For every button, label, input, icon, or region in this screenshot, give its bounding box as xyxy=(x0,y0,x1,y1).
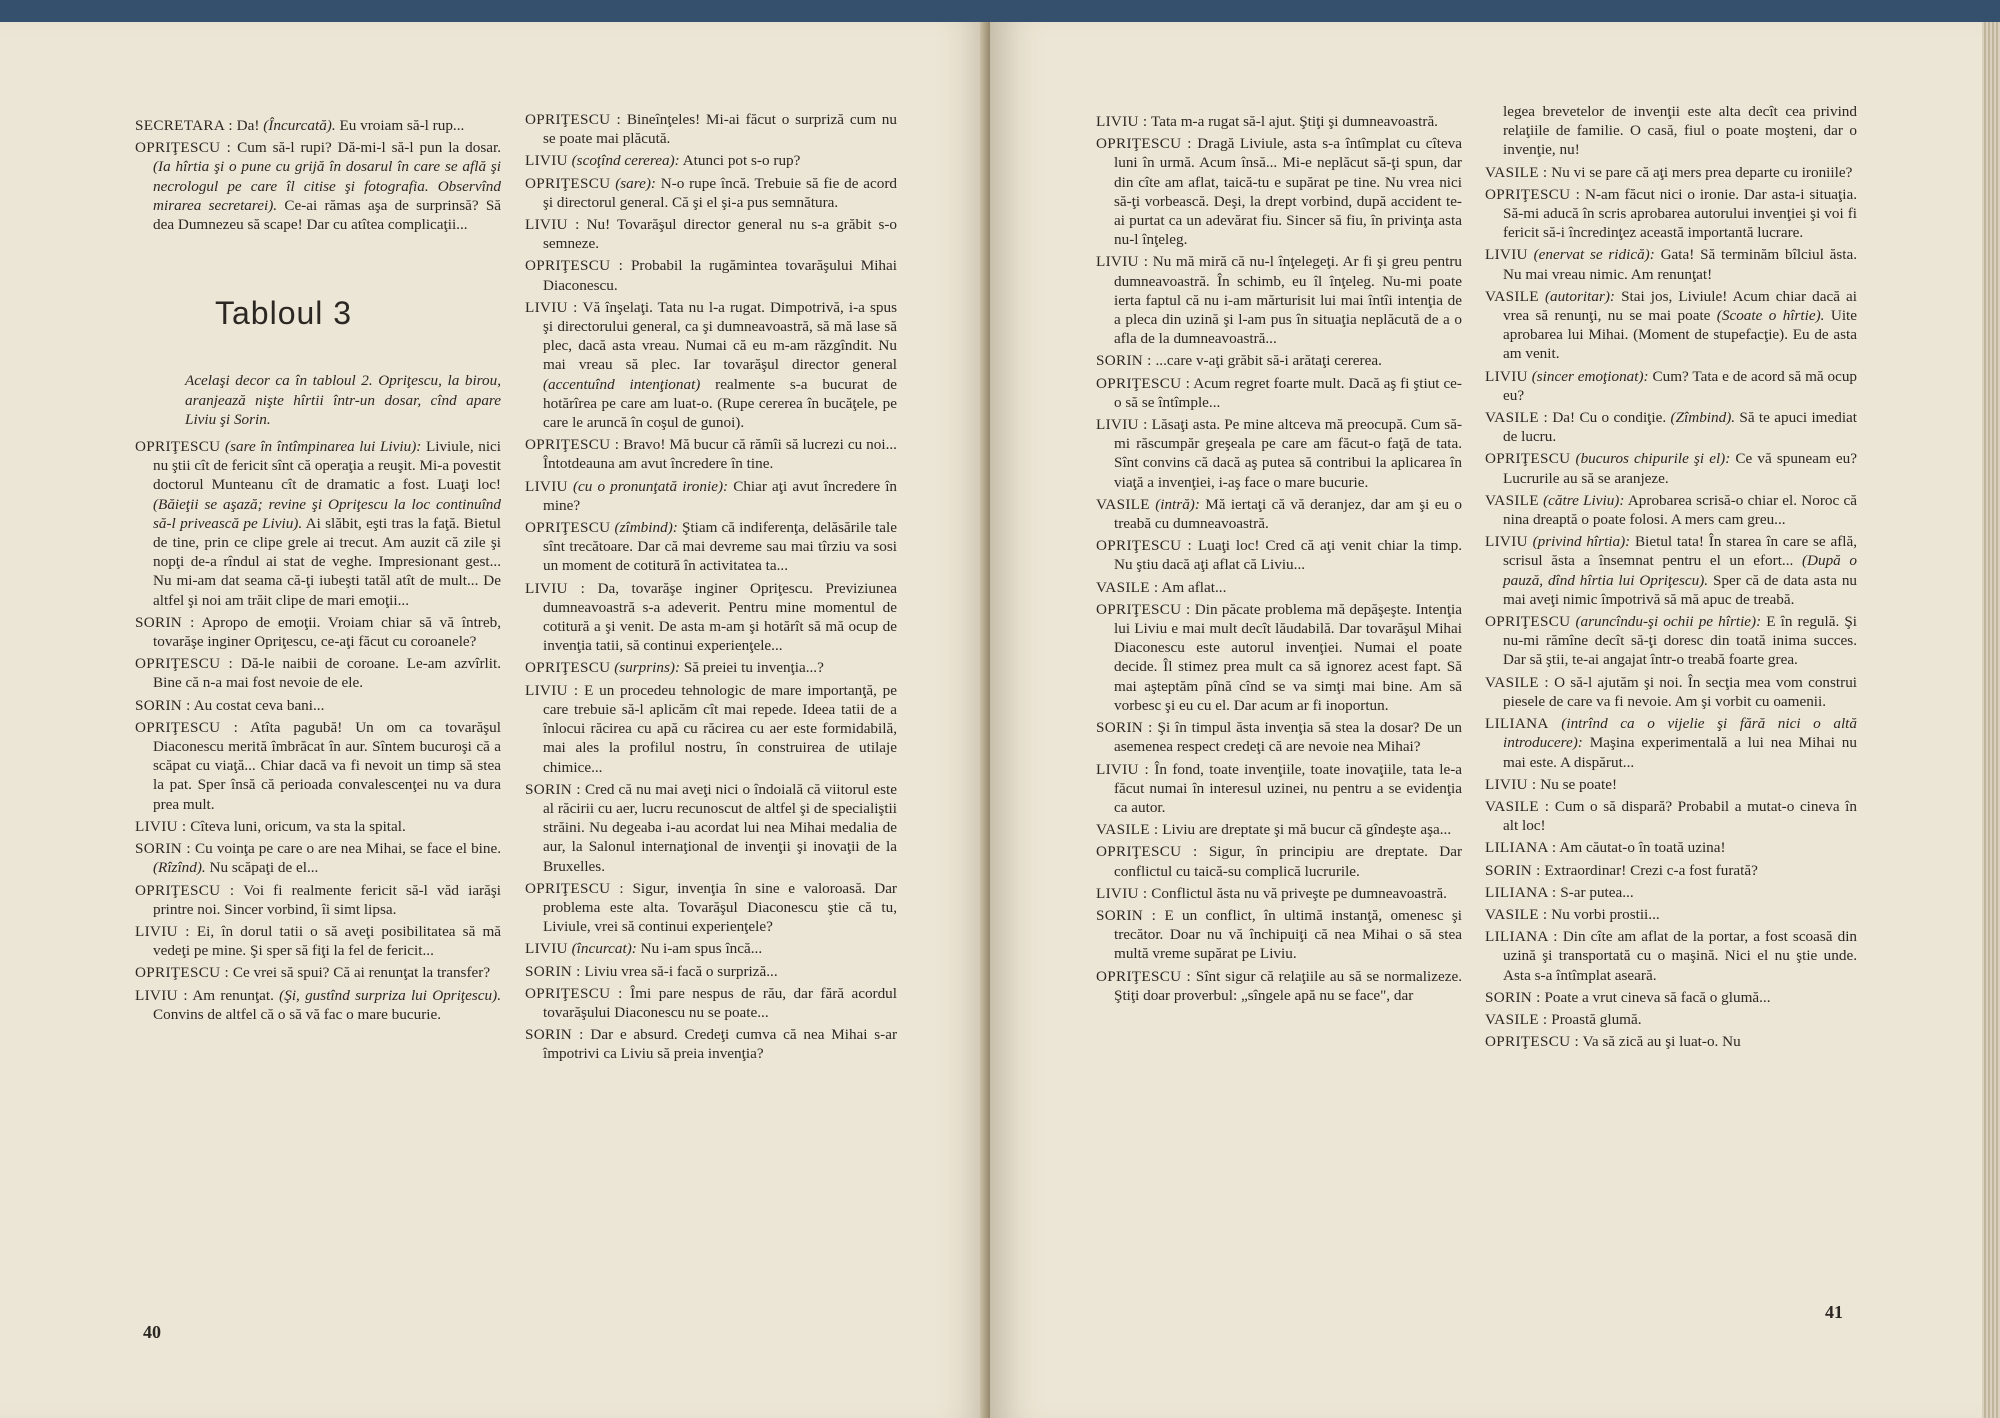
stage-direction: Acelaşi decor ca în tabloul 2. Opriţescu, la birou, aranjează nişte hîrtii într-un dosar, cînd apare Liviu şi Sorin. xyxy=(185,372,501,428)
dialogue-text: Liviu are dreptate şi mă bucur că gîndeşte aşa... xyxy=(1162,821,1452,839)
dialogue-text: Apropo de emoţii. Vroiam chiar să vă întreb, tovarăşe inginer Opriţescu, ce-aţi făcut cu coroanele? xyxy=(153,613,501,651)
dialogue-text: Eu vroiam să-l rup... xyxy=(339,117,465,134)
dialogue-text: Cu voinţa pe care o are nea Mihai, se face el bine. xyxy=(195,840,502,858)
dialogue-line xyxy=(1485,491,1857,529)
dialogue-line xyxy=(1485,245,1857,283)
speaker-name: OPRIŢESCU : xyxy=(135,655,234,673)
dialogue-text: Atunci pot s-o rup? xyxy=(682,152,801,170)
speaker-name: SECRETARA : xyxy=(135,117,233,134)
speaker-name: VASILE : xyxy=(1485,163,1548,181)
speaker-name: LIVIU : xyxy=(525,681,579,699)
dialogue-line xyxy=(1485,673,1857,711)
dialogue-text: Am aflat... xyxy=(1161,578,1227,596)
dialogue-text: Conflictul ăsta nu vă priveşte pe dumneavoastră. xyxy=(1151,884,1447,902)
dialogue-text: Nu mă miră că nu-l înţelegeţi. Ar fi şi greu pentru dumneavoastră. În schimb, eu îl înţeleg. Nu-mi poate ierta faptul că nu i-am mărturisit lui mai întîi intenţia de a pleca din uzină şi l-am pus în situaţia neplăcută de a o afla de la dumneavoastră... xyxy=(1114,253,1463,348)
speaker-name: OPRIŢESCU : xyxy=(1096,600,1191,618)
speaker-name: LIVIU : xyxy=(1096,416,1148,434)
speaker-name: LIVIU xyxy=(525,152,568,170)
dialogue-text: Proastă glumă. xyxy=(1551,1010,1642,1028)
speaker-name: SORIN : xyxy=(525,1026,584,1044)
dialogue-text: Poate a vrut cineva să facă o glumă... xyxy=(1544,988,1771,1006)
dialogue-line xyxy=(1096,906,1462,964)
speaker-name: SORIN : xyxy=(525,780,581,798)
dialogue-line xyxy=(525,939,897,958)
dialogue-line xyxy=(1485,883,1857,902)
speaker-name: OPRIŢESCU : xyxy=(1096,843,1198,861)
speaker-name: LIVIU xyxy=(1485,367,1528,385)
dialogue-text: S-ar putea... xyxy=(1560,883,1634,901)
speaker-name: VASILE : xyxy=(1485,797,1550,815)
dialogue-line xyxy=(135,922,501,960)
dialogue-text: E un conflict, în ultimă instanţă, omenesc şi trecător. Doar nu vă închipuiţi că nea Mihai o să stea multă vreme supărat pe Liviu. xyxy=(1114,906,1462,963)
dialogue-line xyxy=(525,879,897,937)
dialogue-text: Nu! Tovarăşul director general nu s-a grăbit s-o semneze. xyxy=(543,216,898,253)
dialogue-line xyxy=(1096,600,1462,715)
speaker-name: OPRIŢESCU xyxy=(1485,450,1571,468)
dialogue-text: Mă iertaţi că vă deranjez, dar am şi eu o treabă cu dumneavoastră. xyxy=(1114,495,1463,533)
speaker-name: OPRIŢESCU xyxy=(525,659,611,677)
dialogue-line xyxy=(1485,714,1857,772)
speaker-name: OPRIŢESCU : xyxy=(525,879,624,897)
dialogue-line xyxy=(1096,112,1462,131)
right-page-column-2 xyxy=(1485,102,1857,1054)
speaker-name: LIVIU : xyxy=(525,579,586,597)
dialogue-line xyxy=(1485,797,1857,835)
dialogue-text: Şi în timpul ăsta invenţia să stea la dosar? De un asemenea respect credeţi că are nevoie nea Mihai? xyxy=(1114,719,1463,756)
dialogue-line xyxy=(525,984,897,1022)
dialogue-text: N-am făcut nici o ironie. Dar asta-i situaţia. Să-mi aducă în scris aprobarea autorului invenţiei şi voi fi fericit să-i încredinţez această importantă lucrare. xyxy=(1503,185,1858,242)
dialogue-line xyxy=(1096,536,1462,574)
dialogue-text: Am căutat-o în toată uzina! xyxy=(1559,839,1726,857)
dialogue-line xyxy=(525,174,897,212)
dialogue-text: Nu vorbi prostii... xyxy=(1551,905,1660,923)
stage-direction-inline: (enervat se ridică): xyxy=(1533,246,1655,264)
speaker-name: OPRIŢESCU : xyxy=(135,139,232,157)
dialogue-text: Îmi pare nespus de rău, dar fără acordul tovarăşului Diaconescu nu se poate... xyxy=(543,984,897,1021)
dialogue-text: Cum? Tata e de acord să mă ocup eu? xyxy=(1503,367,1858,404)
dialogue-line xyxy=(1096,374,1462,412)
dialogue-text: Bietul tata! În starea în care se află, scrisul ăsta a însemnat pentru el un efort... xyxy=(1503,533,1858,570)
speaker-name: LIVIU : xyxy=(1096,253,1149,271)
dialogue-text: Cum să-l rupi? Dă-mi-l să-l pun la dosar. xyxy=(237,139,501,157)
speaker-name: SORIN : xyxy=(135,840,191,858)
dialogue-line xyxy=(135,718,501,814)
speaker-name: SORIN : xyxy=(1485,988,1541,1006)
dialogue-text: O să-l ajutăm şi noi. În secţia mea vom construi piesele de care va fi nevoie. Am şi vorbit cu oamenii. xyxy=(1503,673,1858,710)
dialogue-text: Liviule, nici nu ştii cît de fericit sînt că operaţia a reuşit. Mi-a povestit doctorul Munteanu cît de dramatic a fost. Luaţi loc! xyxy=(153,438,502,494)
dialogue-text: Atîta pagubă! Un om ca tovarăşul Diaconescu merită îmbrăcat în aur. Sîntem bucuroşi că a scăpat cu viaţă... Chiar dacă va fi nevoit un timp să stea la pat. Sper însă că perioada convalescenţei nu va dura prea mult. xyxy=(153,718,501,813)
speaker-name: VASILE xyxy=(1096,495,1150,513)
dialogue-text: Din păcate problema mă depăşeşte. Intenţia lui Liviu e mai mult decît lăudabilă. Dar tovarăşul Mihai Diaconescu este autorul invenţiei. Numai el poate decide. Îl stimez prea mult ca să ignorez acest fapt. Să mai aşteptăm pînă cînd se va simţi mai bine. Am să vorbesc şi eu cu el. Dar acum ar fi inoportun. xyxy=(1114,600,1462,714)
speaker-name: VASILE : xyxy=(1485,409,1548,427)
speaker-name: OPRIŢESCU : xyxy=(1096,135,1192,153)
speaker-name: LIVIU : xyxy=(525,216,580,234)
speaker-name: LIVIU : xyxy=(1096,884,1148,902)
speaker-name: LIVIU : xyxy=(135,922,190,940)
dialogue-line xyxy=(135,696,501,715)
dialogue-text: Dragă Liviule, asta s-a întîmplat cu cîteva luni în urmă. Acum însă... Mi-e neplăcut să-ţi spun, dar din cîte am aflat, taică-tu e supărat pe tine. Nu vrea nici să-ţi vorbească. Deşi, la drept vorbind, după accident te-ai purtat ca un adevărat fiu. Sincer să fiu, în privinţa asta nu-l înţeleg. xyxy=(1114,135,1462,249)
speaker-name: LILIANA : xyxy=(1485,883,1557,901)
dialogue-text: Probabil la rugămintea tovarăşului Mihai Diaconescu. xyxy=(543,257,897,294)
dialogue-text: Nu i-am spus încă... xyxy=(640,940,763,958)
dialogue-text: E un procedeu tehnologic de mare importanţă, pe care trebuie să-l aplicăm cît mai repede. Ideea tatii de a înlocui răcirea cu apă cu răcirea cu aer este formidabilă, mai ales la profilul nostru, în construirea de utilaje chimice... xyxy=(543,681,898,776)
dialogue-line xyxy=(1096,495,1462,533)
speaker-name: OPRIŢESCU : xyxy=(525,984,623,1002)
left-page xyxy=(0,22,990,1418)
dialogue-line xyxy=(135,839,501,877)
stage-direction-inline: (cu o pronunţată ironie): xyxy=(572,477,729,495)
right-page xyxy=(990,22,1982,1418)
speaker-name: VASILE xyxy=(1485,491,1539,509)
speaker-name: VASILE : xyxy=(1096,821,1159,839)
dialogue-line xyxy=(135,138,501,234)
page-number-left: 40 xyxy=(143,1322,161,1342)
dialogue-text: ...care v-aţi grăbit să-i arătaţi cererea. xyxy=(1155,352,1382,370)
dialogue-text: Cum o să dispară? Probabil a mutat-o cineva în alt loc! xyxy=(1503,797,1857,835)
dialogue-text: Lăsaţi asta. Pe mine altceva mă preocupă. Cum să-mi răscumpăr greşeala pe care am făcut-o faţă de tata. Sînt convins că dacă aş putea să contribui la aplicarea în viaţă a invenţiei, i-aş face o mare bucurie. xyxy=(1114,416,1463,491)
speaker-name: OPRIŢESCU xyxy=(1485,613,1571,631)
stage-direction-inline: (surprins): xyxy=(614,659,681,677)
dialogue-line xyxy=(525,962,897,981)
dialogue-text: N-o rupe încă. Trebuie să fie de acord şi directorul general. Că şi el şi-a pus semnătura. xyxy=(543,174,898,211)
stage-direction-inline: (Scoate o hîrtie). xyxy=(1716,307,1825,325)
dialogue-text: Sigur, în principiu are dreptate. Dar conflictul cu taică-su complică lucrurile. xyxy=(1114,843,1462,880)
left-page-column-2 xyxy=(525,110,897,1067)
stage-direction-inline: (Ia hîrtia şi o pune cu grijă în dosarul în care se află şi necrologul pe care îl citise şi fotografia. Observînd mirarea secretarei). xyxy=(153,158,501,214)
dialogue-text: Ai slăbit, eşti tras la faţă. Bietul de tine, prin ce clipe grele ai trecut. Am auzit că zile şi nopţi de-a rîndul ai stat de veghe. Impresionant gest... Nu mi-am dat seama că-ţi iubeşti tatăl atît de mult... De altfel şi noi am trăit clipe de mari emoţii... xyxy=(153,514,501,609)
dialogue-text: Din cîte am aflat de la portar, a fost scoasă din uzină şi transportată cu o maşină. Nici el nu ştie unde. Asta s-a întîmplat aseară. xyxy=(1503,928,1858,984)
speaker-name: OPRIŢESCU : xyxy=(1485,1033,1580,1051)
dialogue-line xyxy=(1096,578,1462,597)
dialogue-line xyxy=(1096,820,1462,839)
dialogue-text: Bineînţeles! Mi-ai făcut o surpriză cum nu se poate mai plăcută. xyxy=(543,111,897,148)
dialogue-line xyxy=(525,215,897,253)
speaker-name: OPRIŢESCU xyxy=(525,519,611,537)
dialogue-text: Vă înşelaţi. Tata nu l-a rugat. Dimpotrivă, i-a spus şi directorului general, ca şi dumneavoastră, să mă lase să plec, dacă asta vreau. Numai că eu m-am răzgîndit. Nu mai vreau să plec. Iar tovarăşul director general xyxy=(543,298,897,374)
speaker-name: LIVIU xyxy=(1485,533,1528,551)
dialogue-line xyxy=(1096,884,1462,903)
speaker-name: OPRIŢESCU : xyxy=(135,964,230,982)
dialogue-line xyxy=(1485,532,1857,609)
dialogue-line xyxy=(1485,287,1857,364)
speaker-name: OPRIŢESCU xyxy=(525,174,611,192)
dialogue-text: Tata m-a rugat să-l ajut. Ştiţi şi dumneavoastră. xyxy=(1150,113,1438,130)
dialogue-text: Au costat ceva bani... xyxy=(193,696,325,714)
dialogue-text: legea brevetelor de invenţii este alta decît cea privind relaţiile de familie. O casă, fiul o poate moşteni, dar o invenţie, nu! xyxy=(1503,103,1857,159)
dialogue-text: Aprobarea scrisă-o chiar el. Noroc că nina dreaptă o poate folosi. A mers cam greu... xyxy=(1503,491,1857,529)
stage-direction-inline: (După o pauză, dînd hîrtia lui Opriţescu). xyxy=(1503,552,1857,589)
dialogue-line xyxy=(525,477,897,515)
dialogue-line xyxy=(1485,163,1857,182)
dialogue-text: Ce vrei să spui? Că ai renunţat la transfer? xyxy=(232,964,491,982)
speaker-name: LIVIU : xyxy=(525,298,578,316)
dialogue-line xyxy=(525,151,897,170)
dialogue-text: Convins de altfel că o să vă fac o mare bucurie. xyxy=(153,1005,442,1023)
stage-direction-inline: (Şi, gustînd surpriza lui Opriţescu). xyxy=(279,986,501,1004)
dialogue-text: E în regulă. Şi nu-mi rămîne decît să-ţi doresc din toată inima succes. Dar să ştii, te-ai angajat într-o treabă foarte grea. xyxy=(1503,613,1858,669)
speaker-name: SORIN : xyxy=(135,613,195,631)
dialogue-text: Ştiam că indiferenţa, delăsările tale sînt trecătoare. Dar că mai devreme sau mai tîrziu va sosi un moment de cotitură în activitatea ta... xyxy=(543,519,898,575)
dialogue-text: Sigur, invenţia în sine e valoroasă. Dar problema este alta. Tovarăşul Diaconescu ştie că tu, Liviule, vrei să continui experienţele? xyxy=(543,879,897,936)
dialogue-line xyxy=(1485,927,1857,985)
dialogue-text: Dar e absurd. Credeţi cumva că nea Mihai s-ar împotrivi ca Liviu să preia invenţia? xyxy=(543,1026,898,1063)
dialogue-text: Ce-ai rămas aşa de surprinsă? Să dea Dumnezeu să scape! Dar cu atîtea complicaţii... xyxy=(153,196,502,234)
stage-direction-inline: (Băieţii se aşază; revine şi Opriţescu la loc continuînd să-l privească pe Liviu). xyxy=(153,495,501,532)
dialogue-line xyxy=(1485,449,1857,487)
dialogue-line xyxy=(1096,718,1462,756)
stage-direction-inline: (privind hîrtia): xyxy=(1532,533,1631,551)
speaker-name: SORIN : xyxy=(1485,861,1541,879)
page-edges xyxy=(1982,22,2000,1418)
dialogue-text: Sper că de data asta nu mai aveţi nimic împotrivă să mă apuc de treabă. xyxy=(1503,571,1858,608)
speaker-name: LILIANA : xyxy=(1485,839,1557,857)
dialogue-line xyxy=(1485,612,1857,670)
dialogue-line xyxy=(1096,415,1462,492)
dialogue-text: Nu se poate! xyxy=(1540,775,1618,793)
dialogue-line xyxy=(525,518,897,576)
dialogue-text: Chiar aţi avut încredere în mine? xyxy=(543,477,898,514)
speaker-name: LIVIU : xyxy=(1096,760,1149,778)
dialogue-line xyxy=(525,1025,897,1063)
dialogue-text: Extraordinar! Crezi c-a fost furată? xyxy=(1544,861,1758,879)
stage-direction-inline: (către Liviu): xyxy=(1543,491,1625,509)
dialogue-line xyxy=(525,681,897,777)
speaker-name: LIVIU : xyxy=(135,817,187,835)
speaker-name: OPRIŢESCU : xyxy=(525,257,624,275)
dialogue-line xyxy=(1485,1032,1857,1051)
stage-direction-inline: (scoţînd cererea): xyxy=(571,152,680,170)
dialogue-text: Va să zică au şi luat-o. Nu xyxy=(1582,1033,1741,1051)
stage-direction-inline: (sare): xyxy=(615,174,656,192)
dialogue-line xyxy=(1096,842,1462,880)
dialogue-text: Luaţi loc! Cred că aţi venit chiar la timp. Nu ştiu dacă aţi aflat că Liviu... xyxy=(1114,537,1462,574)
stage-direction-inline: (autoritar): xyxy=(1544,287,1615,305)
speaker-name: VASILE : xyxy=(1485,905,1548,923)
dialogue-line xyxy=(1096,252,1462,348)
dialogue-text: Da, tovarăşe inginer Opriţescu. Previziunea dumneavoastră s-a adeverit. Pentru mine momentul de cotitură a şi venit. De asta m-am şi hotărît să mă ocup de invenţia tatii, să continui experienţele... xyxy=(543,579,898,655)
dialogue-text: Voi fi realmente fericit să-l văd iarăşi printre noi. Sincer vorbind, îi simt lipsa. xyxy=(153,881,501,918)
speaker-name: VASILE xyxy=(1485,287,1539,305)
dialogue-text: Ce vă spuneam eu? Lucrurile au să se aranjeze. xyxy=(1503,450,1858,487)
speaker-name: LILIANA xyxy=(1485,715,1549,733)
dialogue-text: Cîteva luni, oricum, va sta la spital. xyxy=(190,817,406,835)
dialogue-text: Uite aprobarea lui Mihai. (Moment de stupefacţie). Eu de asta am venit. xyxy=(1503,307,1858,363)
dialogue-line xyxy=(1485,185,1857,243)
dialogue-text: Stai jos, Liviule! Acum chiar dacă ai vrea să renunţi, nu se mai poate xyxy=(1503,287,1858,325)
dialogue-line xyxy=(525,658,897,677)
speaker-name: LIVIU xyxy=(1485,246,1528,264)
dialogue-line xyxy=(525,435,897,473)
speaker-name: OPRIŢESCU : xyxy=(135,881,235,899)
speaker-name: VASILE : xyxy=(1485,1010,1548,1028)
dialogue-line xyxy=(1096,967,1462,1005)
speaker-name: VASILE : xyxy=(1485,673,1549,691)
speaker-name: LIVIU xyxy=(525,477,568,495)
stage-direction-inline: (zîmbind): xyxy=(614,519,678,537)
dialogue-text: Maşina experimentală a lui nea Mihai nu mai este. A dispărut... xyxy=(1503,734,1857,771)
stage-direction-inline: (intră): xyxy=(1155,495,1200,513)
dialogue-text: Da! xyxy=(236,117,260,134)
dialogue-line xyxy=(135,116,501,135)
dialogue-line xyxy=(135,613,501,651)
dialogue-line xyxy=(135,963,501,982)
stage-direction-inline: (Încurcată). xyxy=(263,117,336,134)
dialogue-line xyxy=(1485,102,1857,160)
dialogue-text: În fond, toate invenţiile, toate inovaţiile, tata le-a făcut numai în interesul uzinei, nu pentru a se evidenţia ca autor. xyxy=(1114,760,1462,816)
speaker-name: OPRIŢESCU : xyxy=(525,111,622,128)
book-cover-top xyxy=(0,0,2000,22)
dialogue-line xyxy=(1485,367,1857,405)
dialogue-text: Gata! Să terminăm bîlciul ăsta. Nu mai vreau nimic. Am renunţat! xyxy=(1503,246,1857,283)
speaker-name: LILIANA : xyxy=(1485,928,1558,946)
speaker-name: SORIN : xyxy=(1096,352,1152,370)
stage-direction-inline: (sincer emoţionat): xyxy=(1531,367,1649,385)
dialogue-line xyxy=(135,986,501,1024)
stage-direction-inline: (încurcat): xyxy=(571,940,637,958)
left-page-column-1 xyxy=(135,116,501,1027)
dialogue-text: Cred că nu mai aveţi nici o îndoială că viitorul este al răcirii cu aer, lucru recunoscut de altfel şi de specialiştii străini. Nu degeaba i-au acordat lui nea Mihai medalia de aur, la Salonul internaţional de invenţii şi inovaţii de la Bruxelles. xyxy=(543,780,897,875)
speaker-name: OPRIŢESCU : xyxy=(1096,967,1192,985)
dialogue-text: Să te apuci imediat de lucru. xyxy=(1503,409,1858,446)
speaker-name: LIVIU : xyxy=(1096,113,1148,130)
right-page-column-1 xyxy=(1096,112,1462,1008)
speaker-name: LIVIU xyxy=(525,940,568,958)
dialogue-line xyxy=(1485,861,1857,880)
dialogue-line xyxy=(525,110,897,148)
dialogue-text: Liviu vrea să-i facă o surpriză... xyxy=(584,962,778,980)
dialogue-line xyxy=(135,437,501,610)
speaker-name: OPRIŢESCU : xyxy=(1485,185,1581,203)
stage-direction-inline: (sare în întîmpinarea lui Liviu): xyxy=(225,438,422,456)
dialogue-line xyxy=(525,579,897,656)
dialogue-text: realmente s-a bucurat de hotărîrea pe care am luat-o. (Rupe cererea în bucăţele, pe care le aruncă în coşul de gunoi). xyxy=(543,375,897,432)
stage-direction-inline: (aruncîndu-şi ochii pe hîrtie): xyxy=(1575,613,1762,631)
dialogue-line xyxy=(1096,134,1462,249)
speaker-name: SORIN : xyxy=(1096,719,1153,737)
stage-direction-inline: (Rîzînd). xyxy=(153,859,206,877)
stage-direction-inline: (accentuînd intenţionat) xyxy=(543,375,701,393)
dialogue-text: Sînt sigur că relaţiile au să se normalizeze. Ştiţi doar proverbul: „sîngele apă nu se face", dar xyxy=(1114,967,1462,1004)
dialogue-line xyxy=(1485,1010,1857,1029)
dialogue-line xyxy=(525,780,897,876)
speaker-name: OPRIŢESCU : xyxy=(525,436,620,454)
speaker-name: OPRIŢESCU xyxy=(135,438,221,456)
dialogue-text: Dă-le naibii de coroane. Le-am azvîrlit. Bine că n-a mai fost nevoie de ele. xyxy=(153,655,502,692)
dialogue-line xyxy=(1096,351,1462,370)
dialogue-text: Da! Cu o condiţie. xyxy=(1552,409,1667,427)
dialogue-text: Acum regret foarte mult. Dacă aş fi ştiut ce-o să se întîmple... xyxy=(1114,374,1462,411)
speaker-name: LIVIU : xyxy=(1485,775,1537,793)
tablou-title: Tabloul 3 xyxy=(215,295,353,332)
dialogue-text: Nu vi se pare că aţi mers prea departe cu ironiile? xyxy=(1551,163,1853,181)
stage-direction-inline: (bucuros chipurile şi el): xyxy=(1575,450,1731,468)
dialogue-text: Ei, în dorul tatii o să aveţi posibilitatea să mă vedeţi pe mine. Şi sper să fiţi la fel de fericit... xyxy=(153,922,502,960)
speaker-name: OPRIŢESCU : xyxy=(1096,537,1193,555)
page-number-right: 41 xyxy=(1825,1302,1843,1322)
speaker-name: VASILE : xyxy=(1096,578,1159,596)
dialogue-block-top xyxy=(135,116,501,234)
speaker-name: SORIN : xyxy=(135,696,191,714)
dialogue-text: Nu scăpaţi de el... xyxy=(209,859,319,877)
dialogue-line xyxy=(1485,988,1857,1007)
dialogue-line xyxy=(1485,775,1857,794)
speaker-name: OPRIŢESCU : xyxy=(135,718,239,736)
stage-direction-inline: (intrînd ca o vijelie şi fără nici o altă introducere): xyxy=(1503,715,1857,752)
dialogue-line xyxy=(525,298,897,432)
dialogue-line xyxy=(1485,905,1857,924)
dialogue-line xyxy=(135,654,501,692)
dialogue-text: Să preiei tu invenţia...? xyxy=(683,659,824,677)
dialogue-line xyxy=(1485,408,1857,446)
speaker-name: OPRIŢESCU : xyxy=(1096,374,1191,392)
dialogue-block-bottom xyxy=(135,437,501,1024)
speaker-name: SORIN : xyxy=(525,962,581,980)
dialogue-line xyxy=(1096,760,1462,818)
dialogue-line xyxy=(135,881,501,919)
speaker-name: LIVIU : xyxy=(135,986,188,1004)
speaker-name: SORIN : xyxy=(1096,906,1157,924)
dialogue-line xyxy=(525,256,897,294)
dialogue-line xyxy=(135,817,501,836)
dialogue-line xyxy=(1485,838,1857,857)
dialogue-text: Bravo! Mă bucur că rămîi să lucrezi cu noi... Întotdeauna am avut încredere în tine. xyxy=(543,436,897,473)
dialogue-text: Am renunţat. xyxy=(192,986,274,1004)
stage-direction-inline: (Zîmbind). xyxy=(1670,409,1736,427)
